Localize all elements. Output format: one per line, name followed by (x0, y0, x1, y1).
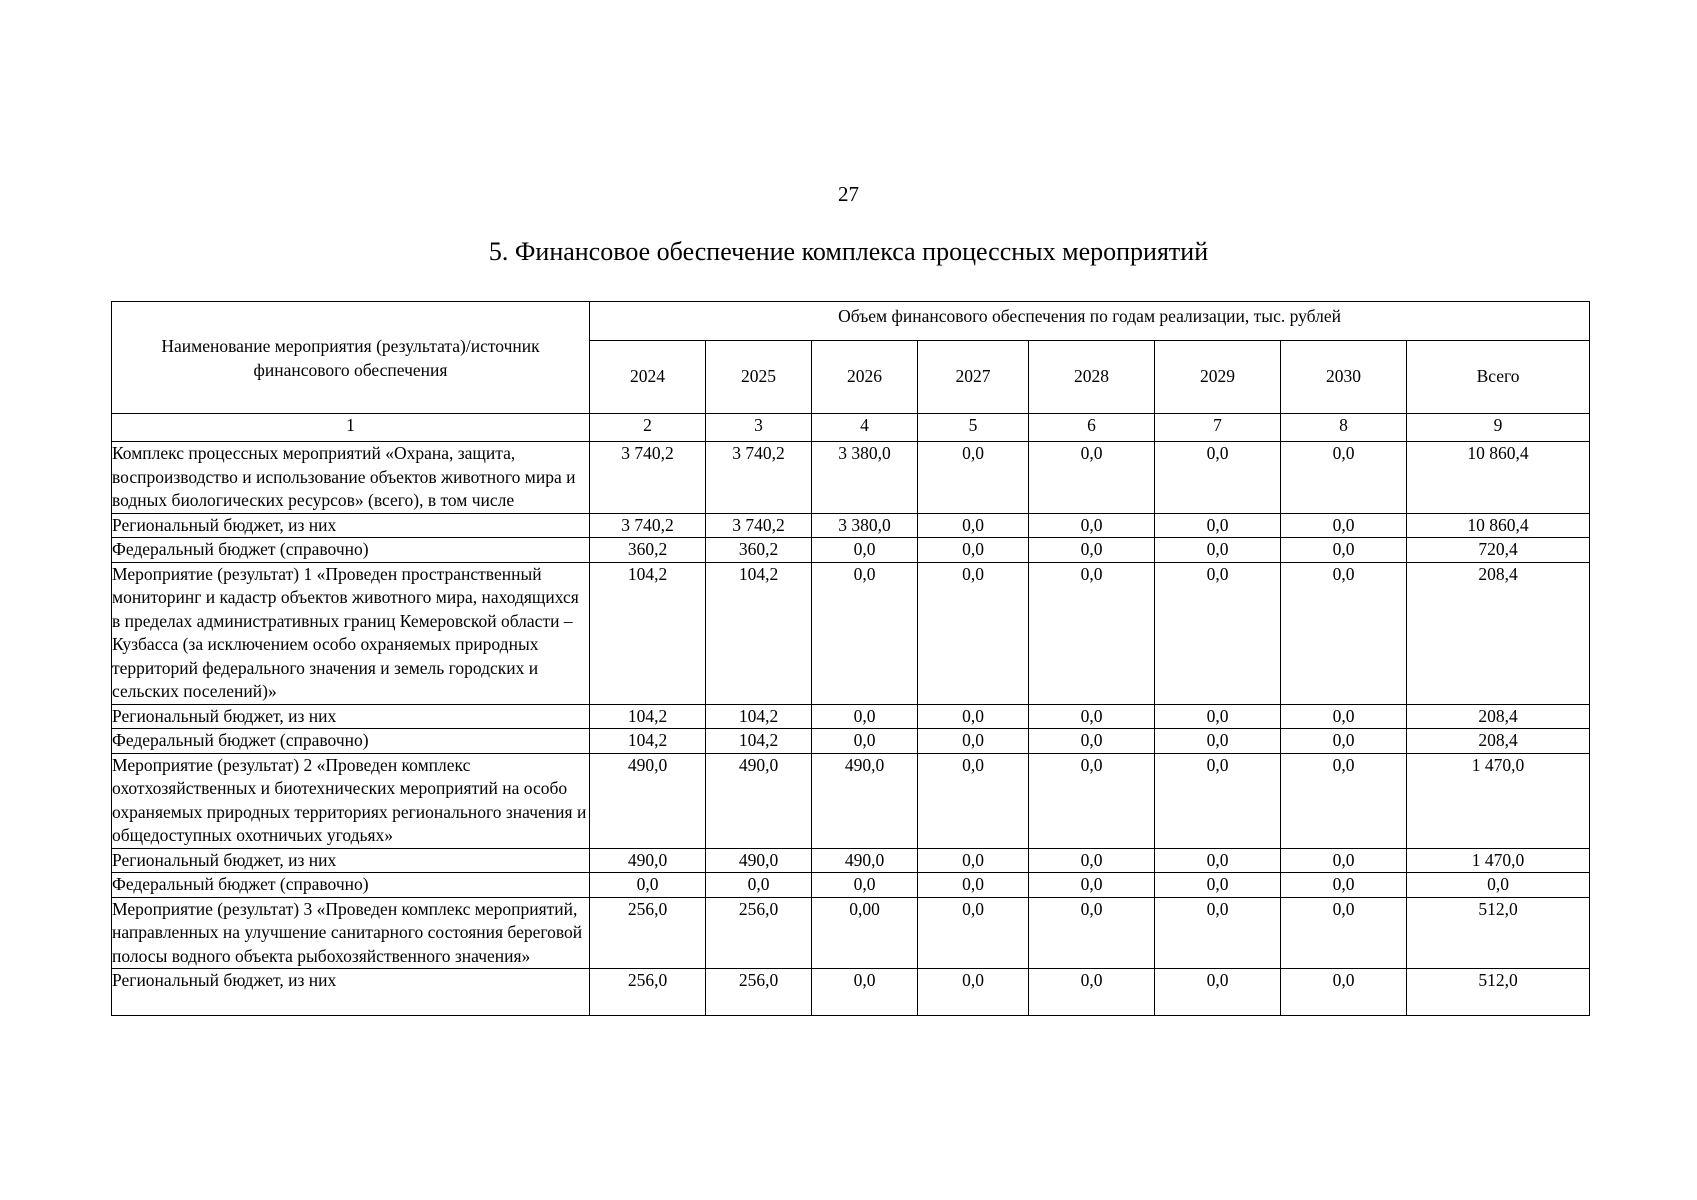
value-cell: 0,0 (1281, 848, 1407, 873)
value-cell: 0,0 (1155, 704, 1281, 729)
value-cell: 0,0 (918, 442, 1029, 514)
value-cell: 360,2 (590, 538, 706, 563)
value-cell: 0,0 (1155, 848, 1281, 873)
table-row (112, 897, 1590, 969)
value-cell: 0,0 (1281, 753, 1407, 848)
table-row (112, 538, 1590, 563)
column-number-cell: 7 (1155, 414, 1281, 442)
header-year-cell: 2027 (918, 341, 1029, 414)
header-year-cell: 2026 (812, 341, 918, 414)
value-cell: 0,0 (1029, 969, 1155, 1016)
value-cell: 490,0 (590, 753, 706, 848)
value-cell: 0,0 (1281, 729, 1407, 754)
row-name-cell: Региональный бюджет, из них (112, 513, 590, 538)
value-cell: 0,0 (918, 753, 1029, 848)
document-title: 5. Финансовое обеспечение комплекса процессных мероприятий (488, 237, 1209, 266)
value-cell: 0,0 (918, 848, 1029, 873)
header-year-cell: 2030 (1281, 341, 1407, 414)
header-name-column: Наименование мероприятия (результата)/источник финансового обеспечения (112, 302, 590, 414)
value-cell: 490,0 (812, 753, 918, 848)
value-cell: 208,4 (1407, 704, 1590, 729)
value-cell: 0,0 (812, 969, 918, 1016)
value-cell: 256,0 (590, 897, 706, 969)
value-cell: 0,0 (918, 897, 1029, 969)
row-name-cell: Региональный бюджет, из них (112, 848, 590, 873)
value-cell: 490,0 (812, 848, 918, 873)
column-number-cell: 4 (812, 414, 918, 442)
value-cell: 3 380,0 (812, 513, 918, 538)
header-group-label: Объем финансового обеспечения по годам реализации, тыс. рублей (590, 302, 1590, 341)
value-cell: 0,0 (918, 873, 1029, 898)
value-cell: 0,0 (918, 704, 1029, 729)
value-cell: 3 740,2 (706, 442, 812, 514)
header-year-cell: 2024 (590, 341, 706, 414)
value-cell: 0,0 (1155, 753, 1281, 848)
table-row (112, 562, 1590, 704)
value-cell: 208,4 (1407, 729, 1590, 754)
column-number-cell: 9 (1407, 414, 1590, 442)
value-cell: 0,0 (590, 873, 706, 898)
value-cell: 512,0 (1407, 969, 1590, 1016)
value-cell: 0,0 (1281, 562, 1407, 704)
value-cell: 3 740,2 (590, 513, 706, 538)
value-cell: 0,0 (918, 729, 1029, 754)
column-number-cell: 6 (1029, 414, 1155, 442)
value-cell: 490,0 (706, 848, 812, 873)
value-cell: 0,0 (812, 562, 918, 704)
value-cell: 0,0 (812, 729, 918, 754)
value-cell: 256,0 (706, 897, 812, 969)
row-name-cell: Мероприятие (результат) 1 «Проведен пространственный мониторинг и кадастр объектов животного мира, находящихся в пределах административных границ Кемеровской области – Кузбасса (за исключением особо охраняемых природных территорий федерального значения и земель городских и сельских поселений)» (112, 562, 590, 704)
value-cell: 0,0 (1155, 969, 1281, 1016)
value-cell: 3 740,2 (590, 442, 706, 514)
column-number-cell: 3 (706, 414, 812, 442)
value-cell: 0,0 (1029, 753, 1155, 848)
value-cell: 0,0 (918, 562, 1029, 704)
value-cell: 512,0 (1407, 897, 1590, 969)
value-cell: 0,0 (1029, 538, 1155, 563)
value-cell: 490,0 (590, 848, 706, 873)
header-year-cell: 2029 (1155, 341, 1281, 414)
row-name-cell: Региональный бюджет, из них (112, 704, 590, 729)
value-cell: 0,0 (1281, 897, 1407, 969)
value-cell: 0,0 (1029, 848, 1155, 873)
value-cell: 256,0 (706, 969, 812, 1016)
value-cell: 0,0 (1407, 873, 1590, 898)
value-cell: 104,2 (590, 704, 706, 729)
value-cell: 720,4 (1407, 538, 1590, 563)
value-cell: 360,2 (706, 538, 812, 563)
header-year-cell: 2028 (1029, 341, 1155, 414)
row-name-cell: Мероприятие (результат) 3 «Проведен комплекс мероприятий, направленных на улучшение санитарного состояния береговой полосы водного объекта рыбохозяйственного значения» (112, 897, 590, 969)
value-cell: 0,0 (1155, 729, 1281, 754)
table-row (112, 848, 1590, 873)
value-cell: 0,0 (1029, 704, 1155, 729)
row-name-cell: Мероприятие (результат) 2 «Проведен комплекс охотхозяйственных и биотехнических мероприятий на особо охраняемых природных территориях регионального значения и общедоступных охотничьих угодьях» (112, 753, 590, 848)
value-cell: 104,2 (706, 729, 812, 754)
value-cell: 0,0 (1155, 873, 1281, 898)
value-cell: 0,0 (1281, 513, 1407, 538)
value-cell: 0,0 (1029, 897, 1155, 969)
value-cell: 3 380,0 (812, 442, 918, 514)
value-cell: 0,0 (1155, 538, 1281, 563)
value-cell: 0,0 (1281, 442, 1407, 514)
row-name-cell: Региональный бюджет, из них (112, 969, 590, 1016)
column-number-cell: 2 (590, 414, 706, 442)
value-cell: 10 860,4 (1407, 513, 1590, 538)
value-cell: 0,00 (812, 897, 918, 969)
value-cell: 0,0 (1281, 704, 1407, 729)
page-number: 27 (838, 182, 859, 206)
value-cell: 0,0 (1155, 513, 1281, 538)
value-cell: 0,0 (1281, 969, 1407, 1016)
value-cell: 0,0 (706, 873, 812, 898)
value-cell: 0,0 (812, 873, 918, 898)
value-cell: 104,2 (706, 704, 812, 729)
value-cell: 0,0 (812, 704, 918, 729)
financing-table (111, 301, 1590, 1016)
table-row (112, 969, 1590, 1016)
column-number-cell: 8 (1281, 414, 1407, 442)
value-cell: 0,0 (918, 513, 1029, 538)
value-cell: 0,0 (1029, 442, 1155, 514)
table-row (112, 442, 1590, 514)
value-cell: 0,0 (1155, 562, 1281, 704)
value-cell: 104,2 (706, 562, 812, 704)
value-cell: 0,0 (812, 538, 918, 563)
table-row (112, 513, 1590, 538)
table-row (112, 873, 1590, 898)
value-cell: 0,0 (1281, 873, 1407, 898)
value-cell: 3 740,2 (706, 513, 812, 538)
value-cell: 0,0 (1281, 538, 1407, 563)
header-year-cell: 2025 (706, 341, 812, 414)
table-row (112, 753, 1590, 848)
column-number-cell: 1 (112, 414, 590, 442)
value-cell: 0,0 (1029, 562, 1155, 704)
row-name-cell: Федеральный бюджет (справочно) (112, 729, 590, 754)
value-cell: 0,0 (1029, 513, 1155, 538)
value-cell: 10 860,4 (1407, 442, 1590, 514)
value-cell: 490,0 (706, 753, 812, 848)
value-cell: 256,0 (590, 969, 706, 1016)
header-year-cell: Всего (1407, 341, 1590, 414)
value-cell: 208,4 (1407, 562, 1590, 704)
value-cell: 104,2 (590, 562, 706, 704)
table-row (112, 729, 1590, 754)
value-cell: 1 470,0 (1407, 753, 1590, 848)
row-name-cell: Комплекс процессных мероприятий «Охрана, защита, воспроизводство и использование объектов животного мира и водных биологических ресурсов» (всего), в том числе (112, 442, 590, 514)
column-number-cell: 5 (918, 414, 1029, 442)
row-name-cell: Федеральный бюджет (справочно) (112, 538, 590, 563)
table-row (112, 704, 1590, 729)
value-cell: 0,0 (918, 969, 1029, 1016)
value-cell: 0,0 (1029, 729, 1155, 754)
value-cell: 0,0 (918, 538, 1029, 563)
value-cell: 1 470,0 (1407, 848, 1590, 873)
value-cell: 0,0 (1155, 442, 1281, 514)
value-cell: 104,2 (590, 729, 706, 754)
value-cell: 0,0 (1029, 873, 1155, 898)
value-cell: 0,0 (1155, 897, 1281, 969)
row-name-cell: Федеральный бюджет (справочно) (112, 873, 590, 898)
